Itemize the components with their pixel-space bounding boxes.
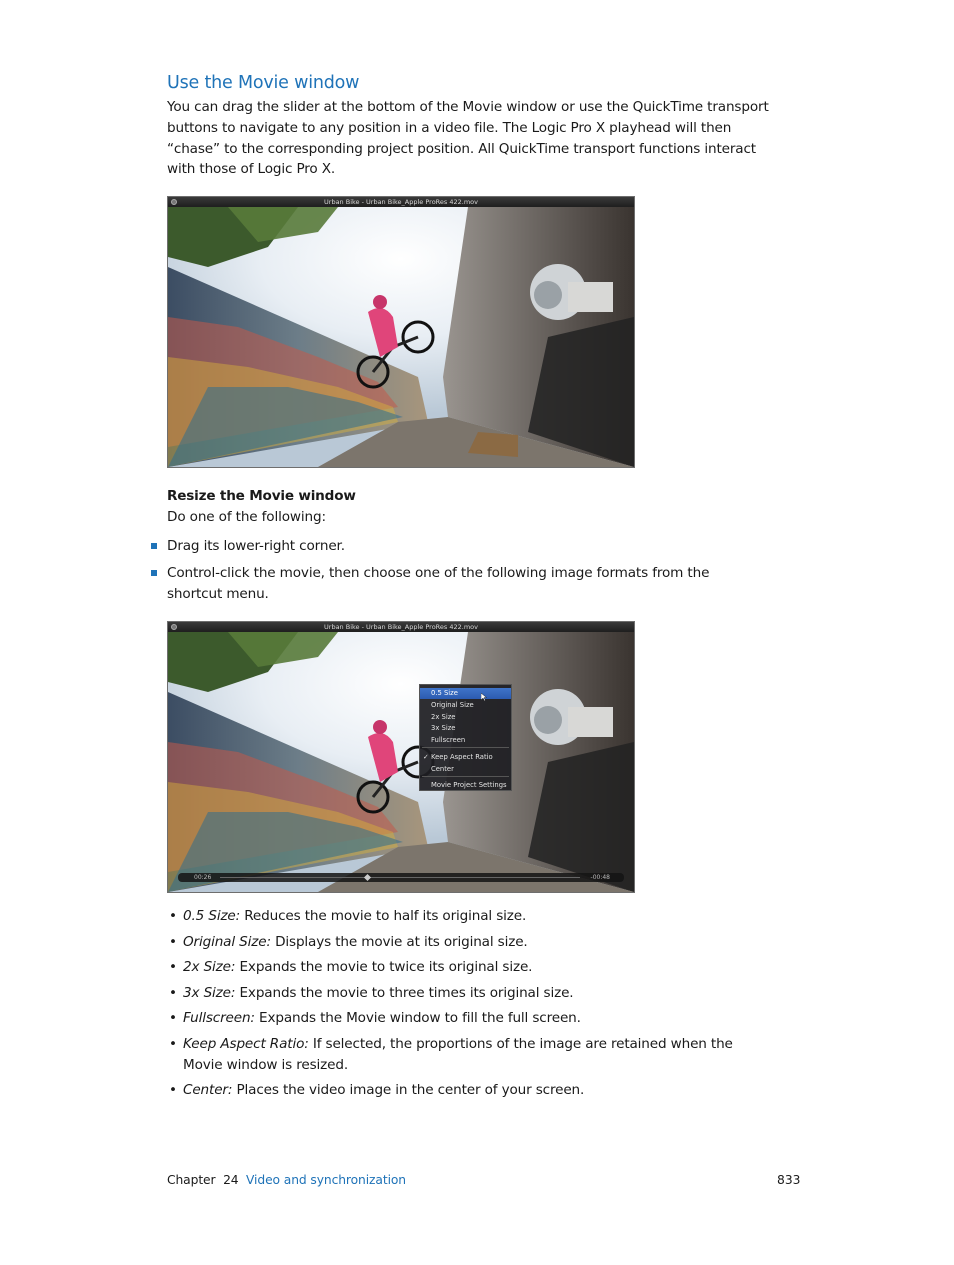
definition-text: If selected, the proportions of the image are retained when the Movie window is resized. — [183, 1035, 733, 1073]
movie-window-screenshot — [167, 196, 635, 468]
bullet-icon: • — [169, 1035, 177, 1052]
section-heading: Use the Movie window — [167, 73, 360, 93]
video-frame — [168, 207, 634, 467]
menu-item-2x-size[interactable]: 2x Size — [431, 712, 456, 721]
menu-item-label: Keep Aspect Ratio — [431, 753, 493, 761]
definition-term: Center: — [183, 1082, 233, 1099]
definition-term: 2x Size: — [183, 959, 236, 976]
list-item-text: Control-click the movie, then choose one of the following image formats from the shortcut menu. — [167, 564, 710, 602]
bullet-icon: • — [169, 959, 177, 976]
list-item — [167, 983, 767, 1004]
playback-slider[interactable] — [220, 877, 580, 878]
bike-alley-image — [168, 207, 634, 467]
definition-text: Expands the movie to twice its original size. — [235, 959, 533, 976]
menu-item-movie-project-settings[interactable]: Movie Project Settings — [431, 781, 507, 789]
bullet-icon: • — [169, 908, 177, 924]
footer-chapter-title[interactable]: Video and synchronization — [246, 1173, 407, 1187]
movie-window-title: Urban Bike - Urban Bike_Apple ProRes 422.mov — [324, 198, 478, 206]
list-item-text: Drag its lower-right corner. — [167, 538, 345, 554]
square-bullet-icon — [151, 543, 157, 549]
menu-separator — [422, 747, 509, 748]
list-item — [167, 957, 767, 978]
list-item — [167, 1080, 767, 1101]
menu-separator — [422, 776, 509, 777]
close-icon — [171, 624, 177, 630]
definition-term: Keep Aspect Ratio: — [183, 1035, 309, 1052]
square-bullet-icon — [151, 570, 157, 576]
intro-paragraph: You can drag the slider at the bottom of the Movie window or use the QuickTime transport buttons to navigate to any position in a video file. The Logic Pro X playhead will then “chase” to the corresponding project position. All QuickTime transport functions interact with those of Logic Pro X. — [167, 99, 769, 178]
list-item — [148, 536, 748, 557]
definition-term: Fullscreen: — [183, 1010, 255, 1027]
list-item — [167, 932, 767, 953]
list-item — [167, 1034, 763, 1076]
definition-term: 0.5 Size: — [183, 908, 241, 924]
close-icon — [171, 199, 177, 205]
resize-lead: Do one of the following: — [167, 509, 326, 525]
bullet-icon: • — [169, 933, 177, 950]
movie-window-menu-screenshot — [167, 621, 635, 893]
menu-definitions-list — [167, 906, 767, 1101]
definition-text: Reduces the movie to half its original size. — [240, 908, 527, 924]
menu-item-label: 0.5 Size — [431, 689, 458, 697]
menu-item-center[interactable]: Center — [431, 764, 454, 773]
definition-term: 3x Size: — [183, 984, 236, 1001]
shortcut-menu — [419, 684, 512, 791]
movie-window-titlebar — [168, 197, 634, 207]
bike-alley-image — [168, 632, 634, 892]
movie-window-title: Urban Bike - Urban Bike_Apple ProRes 422.mov — [324, 623, 478, 631]
menu-item-keep-aspect-ratio[interactable] — [420, 752, 511, 763]
checkmark-icon: ✓ — [423, 753, 429, 761]
menu-item-3x-size[interactable]: 3x Size — [431, 724, 456, 732]
resize-options-list — [148, 536, 748, 604]
definition-text: Places the video image in the center of your screen. — [232, 1082, 585, 1099]
bullet-icon: • — [169, 1082, 177, 1099]
menu-item-half-size[interactable] — [420, 688, 511, 699]
list-item — [167, 1008, 767, 1029]
list-item — [148, 563, 727, 605]
definition-term: Original Size: — [183, 933, 271, 950]
bullet-icon: • — [169, 1010, 177, 1027]
resize-heading: Resize the Movie window — [167, 488, 356, 504]
menu-item-fullscreen[interactable]: Fullscreen — [431, 735, 466, 744]
definition-text: Expands the movie to three times its original size. — [235, 984, 574, 1001]
page-number: 833 — [777, 1173, 801, 1187]
footer-chapter: Chapter 24 — [167, 1173, 239, 1187]
movie-window-titlebar — [168, 622, 634, 632]
slider-thumb[interactable] — [364, 874, 371, 881]
remaining-timecode: -00:48 — [590, 874, 610, 881]
bullet-icon: • — [169, 984, 177, 1001]
definition-text: Expands the Movie window to fill the full screen. — [254, 1010, 581, 1027]
menu-item-original-size[interactable]: Original Size — [431, 701, 474, 709]
transport-bar — [178, 873, 624, 882]
list-item — [167, 906, 767, 927]
definition-text: Displays the movie at its original size. — [270, 933, 528, 950]
video-frame — [168, 632, 634, 892]
elapsed-timecode: 00:26 — [194, 874, 212, 881]
